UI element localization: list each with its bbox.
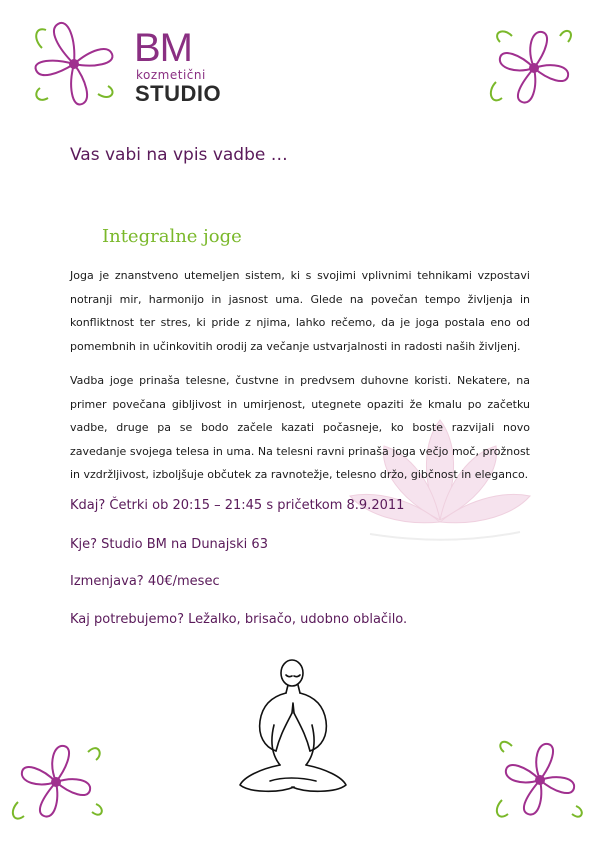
logo-studio: STUDIO xyxy=(135,81,222,106)
studio-logo xyxy=(132,26,242,110)
intro-paragraph: Joga je znanstveno utemeljen sistem, ki s svojimi vplivnimi tehnikami vzpostavi notranji mir, harmonijo in jasnost uma. Glede na povečan tempo življenja in konfliktnost ter stres, ki pride z njima, lahko rečemo, da je joga postala eno od pomembnih in učinkovitih orodij za večanje ustvarjalnosti in radosti naših življenj. xyxy=(70,269,530,353)
flower-ornament-bottom-right xyxy=(490,734,586,826)
meditation-figure-icon xyxy=(230,655,360,805)
logo-brand: BM xyxy=(134,26,192,70)
logo-subtitle: kozmetični xyxy=(136,68,206,82)
invite-line: Vas vabi na vpis vadbe … xyxy=(70,145,288,165)
info-price: Izmenjava? 40€/mesec xyxy=(70,574,220,589)
flower-ornament-bottom-left xyxy=(8,738,106,828)
benefits-paragraph: Vadba joge prinaša telesne, čustvne in predvsem duhovne koristi. Nekatere, na primer povečana gibljivost in umirjenost, utegnete opaziti že kmalu po začetku vadbe, druge pa se bodo začele kazati počasneje, ko boste razvijali novo zavedanje svojega telesa in uma. Na telesni ravni prinaša joga večjo moč, prožnost in vzdržljivost, izboljšuje občutek za ravnotežje, telesno držo, gibčnost in eleganco. xyxy=(70,374,530,481)
flower-ornament-top-right xyxy=(482,22,578,114)
info-when: Kdaj? Četrki ob 20:15 – 21:45 s pričetkom 8.9.2011 xyxy=(70,498,405,513)
info-where: Kje? Studio BM na Dunajski 63 xyxy=(70,537,268,552)
info-needs: Kaj potrebujemo? Ležalko, brisačo, udobno oblačilo. xyxy=(70,612,408,627)
flower-ornament-top-left xyxy=(28,18,120,110)
page-heading: Integralne joge xyxy=(102,226,242,247)
